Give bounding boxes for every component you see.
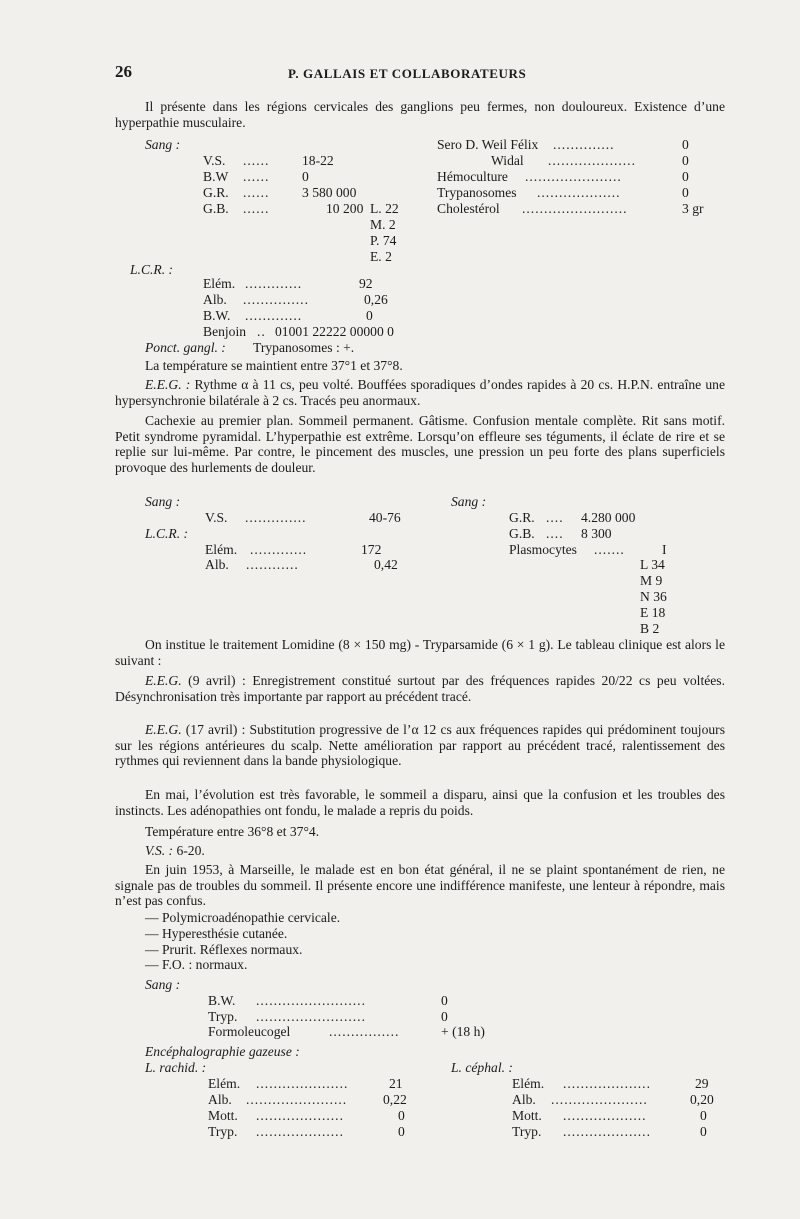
eeg-label-2: E.E.G. bbox=[145, 673, 182, 688]
sang-label-2b: Sang : bbox=[451, 494, 487, 509]
paragraph-mai: En mai, l’évolution est très favorable, le sommeil a disparu, ainsi que la confusion et les troubles des instincts. Les adénopathies ont fondu, le malade a repris du poids. bbox=[115, 787, 725, 818]
cephal-key-3: Tryp. bbox=[512, 1124, 542, 1139]
eeg-label-1: E.E.G. : bbox=[145, 377, 191, 392]
b2r-key-0: G.R. bbox=[509, 510, 535, 525]
dash-item-0: — Polymicroadénopathie cervicale. bbox=[145, 910, 341, 925]
sang1r-val-1: 0 bbox=[682, 153, 689, 168]
eeg-text-2: (9 avril) : Enregistrement constitué surtout par des fréquences rapides 20/22 cs peu voltées. Désynchronisation très importante par rapport au précédent tracé. bbox=[115, 673, 725, 704]
b2r-dots-0: .... bbox=[546, 510, 564, 525]
vs2-dots: .............. bbox=[245, 510, 307, 525]
eeg-paragraph-3 bbox=[115, 722, 725, 769]
ponct-value: Trypanosomes : +. bbox=[253, 340, 355, 355]
eeg-text-3: (17 avril) : Substitution progressive de l’α 12 cs aux fréquences rapides qui prédominent toujours sur les régions antérieures du scalp. Nette amélioration par rapport au précédent tracé, ralentissement des rythmes qui reviennent dans la bande physiologique. bbox=[115, 722, 725, 768]
lcr1-val-3: 01001 22222 00000 0 bbox=[275, 324, 394, 339]
vs3-label: V.S. : bbox=[145, 843, 174, 858]
b2r-dots-1: .... bbox=[546, 526, 564, 541]
cephal-key-2: Mott. bbox=[512, 1108, 542, 1123]
rachid-key-3: Tryp. bbox=[208, 1124, 238, 1139]
sang1r-dots-2: ...................... bbox=[525, 169, 622, 184]
rachid-dots-0: ..................... bbox=[256, 1076, 349, 1091]
vs3-value: 6-20. bbox=[176, 843, 205, 858]
lcr1-key-1: Alb. bbox=[203, 292, 227, 307]
sang1-dots-2: ...... bbox=[243, 185, 270, 200]
formula-2-4: B 2 bbox=[640, 621, 660, 636]
lcr1-dots-3: .. bbox=[257, 324, 266, 339]
sang1-key-0: V.S. bbox=[203, 153, 226, 168]
sang3-val-1: 0 bbox=[441, 1009, 448, 1024]
dash-item-1: — Hyperesthésie cutanée. bbox=[145, 926, 288, 941]
sang1-dots-0: ...... bbox=[243, 153, 270, 168]
lcr2-val-1: 0,42 bbox=[374, 557, 398, 572]
formula-1-0: L. 22 bbox=[370, 201, 399, 216]
eeg-paragraph-2 bbox=[115, 673, 725, 704]
formula-1-3: E. 2 bbox=[370, 249, 392, 264]
lcr1-val-1: 0,26 bbox=[364, 292, 388, 307]
lcr1-key-0: Elém. bbox=[203, 276, 236, 291]
sang3-key-2: Formoleucogel bbox=[208, 1024, 291, 1039]
vs2-val: 40-76 bbox=[369, 510, 401, 525]
vs-line-3 bbox=[145, 843, 205, 859]
lcr-label-1: L.C.R. : bbox=[130, 262, 174, 277]
sang1-dots-1: ...... bbox=[243, 169, 270, 184]
lcr-label-2: L.C.R. : bbox=[145, 526, 189, 541]
sang3-dots-1: ......................... bbox=[256, 1009, 366, 1024]
sang-label-1: Sang : bbox=[145, 137, 181, 152]
rachid-val-0: 21 bbox=[389, 1076, 403, 1091]
cephal-dots-3: .................... bbox=[563, 1124, 651, 1139]
lcr2-key-0: Elém. bbox=[205, 542, 238, 557]
eeg-label-3: E.E.G. bbox=[145, 722, 182, 737]
rachid-label: L. rachid. : bbox=[145, 1060, 207, 1075]
cephal-val-2: 0 bbox=[700, 1108, 707, 1123]
sang1r-val-3: 0 bbox=[682, 185, 689, 200]
sang3-val-0: 0 bbox=[441, 993, 448, 1008]
sang1r-dots-4: ........................ bbox=[522, 201, 628, 216]
sang1r-dots-1: .................... bbox=[548, 153, 636, 168]
formula-2-0: L 34 bbox=[640, 557, 665, 572]
sang1-key-2: G.R. bbox=[203, 185, 229, 200]
lcr1-key-2: B.W. bbox=[203, 308, 231, 323]
sang1-val-0: 18-22 bbox=[302, 153, 334, 168]
lcr1-dots-0: ............. bbox=[245, 276, 303, 291]
formula-1-2: P. 74 bbox=[370, 233, 397, 248]
rachid-key-2: Mott. bbox=[208, 1108, 238, 1123]
rachid-dots-3: .................... bbox=[256, 1124, 344, 1139]
b2r-val-0: 4.280 000 bbox=[581, 510, 636, 525]
dash-item-2: — Prurit. Réflexes normaux. bbox=[145, 942, 303, 957]
sang1r-key-0: Sero D. Weil Félix bbox=[437, 137, 539, 152]
sang3-val-2: + (18 h) bbox=[441, 1024, 485, 1039]
sang1-key-1: B.W bbox=[203, 169, 229, 184]
sang1-val-3: 10 200 bbox=[326, 201, 364, 216]
eeg-paragraph-1 bbox=[115, 377, 725, 408]
b2r-key-2: Plasmocytes bbox=[509, 542, 577, 557]
lcr2-key-1: Alb. bbox=[205, 557, 229, 572]
cephal-val-3: 0 bbox=[700, 1124, 707, 1139]
sang1r-key-1: Widal bbox=[491, 153, 524, 168]
paragraph-cachexie: Cachexie au premier plan. Sommeil permanent. Gâtisme. Confusion mentale complète. Rit sans motif. Petit syndrome pyramidal. L’hyperpathie est extrême. Lorsqu’on effleure ses téguments, il éclate de rire et se replie sur lui-même. Par contre, le pincement des muscles, une pression un peu forte des plans superficiels provoque des hurlements de douleur. bbox=[115, 413, 725, 475]
sang1r-key-3: Trypanosomes bbox=[437, 185, 517, 200]
cephal-dots-2: ................... bbox=[563, 1108, 647, 1123]
sang3-dots-2: ................ bbox=[329, 1024, 400, 1039]
sang1r-val-2: 0 bbox=[682, 169, 689, 184]
sang1r-key-4: Cholestérol bbox=[437, 201, 500, 216]
cephal-val-0: 29 bbox=[695, 1076, 709, 1091]
b2r-val-1: 8 300 bbox=[581, 526, 612, 541]
paragraph-traitement: On institue le traitement Lomidine (8 × 150 mg) - Tryparsamide (6 × 1 g). Le tableau clinique est alors le suivant : bbox=[115, 637, 725, 668]
b2r-val-2: I bbox=[662, 542, 667, 557]
cephal-key-0: Elém. bbox=[512, 1076, 545, 1091]
rachid-dots-1: ....................... bbox=[246, 1092, 348, 1107]
sang3-key-0: B.W. bbox=[208, 993, 236, 1008]
formula-2-2: N 36 bbox=[640, 589, 667, 604]
paragraph-ganglions: Il présente dans les régions cervicales des ganglions peu fermes, non douloureux. Existence d’une hyperpathie musculaire. bbox=[115, 99, 725, 130]
b2r-dots-2: ....... bbox=[594, 542, 625, 557]
formula-2-1: M 9 bbox=[640, 573, 663, 588]
cephal-val-1: 0,20 bbox=[690, 1092, 714, 1107]
cephal-key-1: Alb. bbox=[512, 1092, 536, 1107]
sang-label-2: Sang : bbox=[145, 494, 181, 509]
sang3-dots-0: ......................... bbox=[256, 993, 366, 1008]
vs2-key: V.S. bbox=[205, 510, 228, 525]
rachid-val-1: 0,22 bbox=[383, 1092, 407, 1107]
rachid-key-0: Elém. bbox=[208, 1076, 241, 1091]
b2r-key-1: G.B. bbox=[509, 526, 535, 541]
sang1r-key-2: Hémoculture bbox=[437, 169, 508, 184]
sang1-key-3: G.B. bbox=[203, 201, 229, 216]
sang1r-dots-0: .............. bbox=[553, 137, 615, 152]
running-title: P. GALLAIS ET COLLABORATEURS bbox=[288, 66, 527, 81]
sang1r-val-4: 3 gr bbox=[682, 201, 704, 216]
sang-label-3: Sang : bbox=[145, 977, 181, 992]
lcr2-val-0: 172 bbox=[361, 542, 382, 557]
temperature-2: Température entre 36°8 et 37°4. bbox=[145, 824, 320, 839]
rachid-dots-2: .................... bbox=[256, 1108, 344, 1123]
cephal-dots-1: ...................... bbox=[551, 1092, 648, 1107]
cephal-label: L. céphal. : bbox=[451, 1060, 513, 1075]
eeg-text-1: Rythme α à 11 cs, peu volté. Bouffées sporadiques d’ondes rapides à 20 cs. H.P.N. entraîne une hypersynchronie bilatérale à 2 cs. Tracés peu anormaux. bbox=[115, 377, 725, 408]
formula-2-3: E 18 bbox=[640, 605, 666, 620]
encepha-label: Encéphalographie gazeuse : bbox=[145, 1044, 300, 1059]
sang1-val-2: 3 580 000 bbox=[302, 185, 357, 200]
rachid-val-3: 0 bbox=[398, 1124, 405, 1139]
sang1r-val-0: 0 bbox=[682, 137, 689, 152]
lcr2-dots-1: ............ bbox=[246, 557, 299, 572]
page-number: 26 bbox=[115, 62, 132, 81]
lcr1-val-0: 92 bbox=[359, 276, 373, 291]
lcr1-dots-2: ............. bbox=[245, 308, 303, 323]
cephal-dots-0: .................... bbox=[563, 1076, 651, 1091]
ponct-label: Ponct. gangl. : bbox=[145, 340, 226, 355]
rachid-val-2: 0 bbox=[398, 1108, 405, 1123]
lcr2-dots-0: ............. bbox=[250, 542, 308, 557]
temperature-1: La température se maintient entre 37°1 et 37°8. bbox=[145, 358, 403, 373]
lcr1-dots-1: ............... bbox=[243, 292, 309, 307]
formula-1-1: M. 2 bbox=[370, 217, 396, 232]
sang3-key-1: Tryp. bbox=[208, 1009, 238, 1024]
paragraph-juin: En juin 1953, à Marseille, le malade est en bon état général, il ne se plaint spontanément de rien, ne signale pas de troubles du sommeil. Il présente encore une indifférence manifeste, une lenteur à répondre, mais n’est pas confus. bbox=[115, 862, 725, 908]
lcr1-val-2: 0 bbox=[366, 308, 373, 323]
sang1r-dots-3: ................... bbox=[537, 185, 621, 200]
rachid-key-1: Alb. bbox=[208, 1092, 232, 1107]
sang1-dots-3: ...... bbox=[243, 201, 270, 216]
dash-item-3: — F.O. : normaux. bbox=[145, 957, 248, 972]
lcr1-key-3: Benjoin bbox=[203, 324, 247, 339]
sang1-val-1: 0 bbox=[302, 169, 309, 184]
